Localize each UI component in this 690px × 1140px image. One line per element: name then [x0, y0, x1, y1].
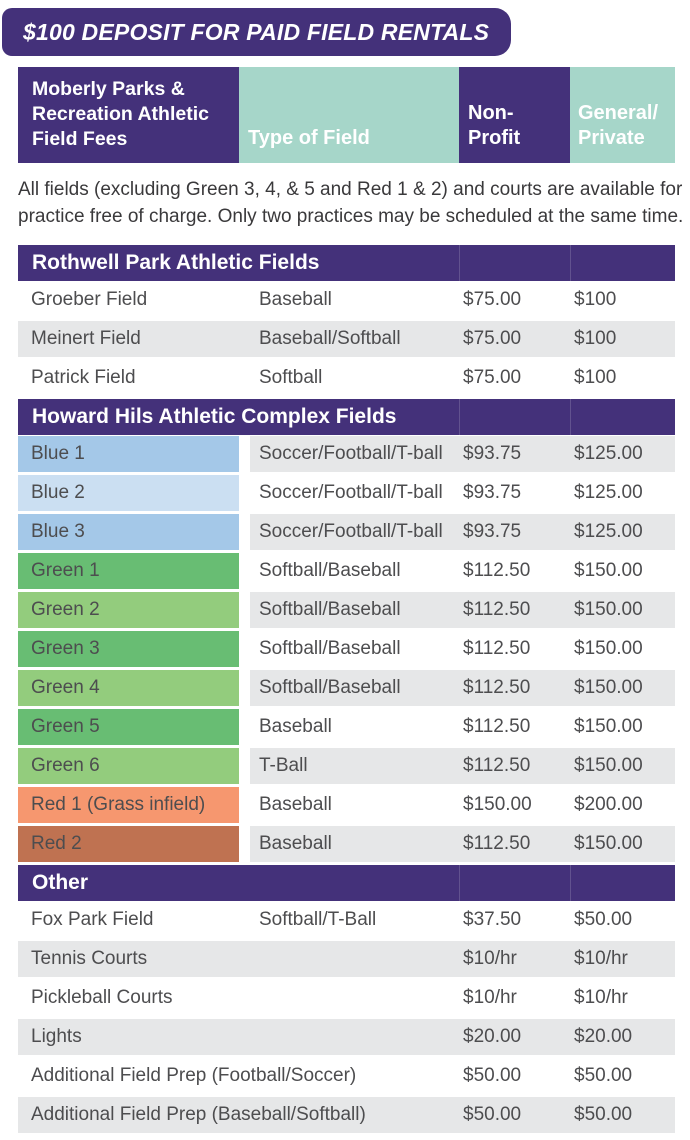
column-header-org: [18, 67, 239, 163]
field-type: Baseball: [250, 826, 459, 865]
general-price: $125.00: [570, 475, 675, 514]
nonprofit-price: $93.75: [459, 475, 570, 514]
cell-gap: [239, 360, 250, 399]
cell-gap: [239, 436, 250, 475]
cell-gap: [239, 787, 250, 826]
field-name: Red 2: [31, 833, 82, 854]
field-name: Green 6: [31, 755, 100, 776]
field-type: Softball/T-Ball: [250, 902, 459, 941]
general-price: $150.00: [570, 631, 675, 670]
field-type: Softball: [250, 360, 459, 399]
column-header-general: [570, 67, 675, 163]
field-type: Softball/Baseball: [250, 670, 459, 709]
nonprofit-price: $75.00: [459, 321, 570, 360]
field-name-cell: [18, 592, 239, 631]
nonprofit-price: $93.75: [459, 514, 570, 553]
nonprofit-price: $112.50: [459, 592, 570, 631]
nonprofit-price: $10/hr: [459, 941, 570, 980]
section-title: Rothwell Park Athletic Fields: [32, 251, 320, 274]
table-row: [18, 787, 675, 826]
field-name: Additional Field Prep (Football/Soccer): [31, 1065, 357, 1086]
field-name: Blue 3: [31, 521, 85, 542]
field-name-cell: [18, 709, 239, 748]
general-price: $50.00: [570, 902, 675, 941]
general-price: $50.00: [570, 1097, 675, 1136]
table-row: [18, 475, 675, 514]
column-divider: [570, 865, 571, 901]
section-title: Other: [32, 871, 89, 894]
field-name-cell: [18, 514, 239, 553]
nonprofit-price: $112.50: [459, 553, 570, 592]
table-row: [18, 1019, 675, 1058]
nonprofit-price: $150.00: [459, 787, 570, 826]
general-price: $150.00: [570, 670, 675, 709]
field-name-cell: [18, 1097, 366, 1136]
nonprofit-price: $10/hr: [459, 980, 570, 1019]
org-line-1: Moberly Parks &: [32, 78, 185, 101]
table-row: [18, 1058, 675, 1097]
field-name: Red 1 (Grass infield): [31, 794, 206, 815]
field-name-cell: [18, 748, 239, 787]
table-sections: [18, 245, 675, 1136]
table-section: [18, 245, 675, 399]
field-name-cell: [18, 826, 239, 865]
nonprofit-line-2: Profit: [468, 127, 521, 150]
practice-note: [18, 176, 684, 230]
general-price: $10/hr: [570, 980, 675, 1019]
nonprofit-price: $75.00: [459, 282, 570, 321]
field-type: [250, 1019, 459, 1058]
general-price: $100: [570, 321, 675, 360]
column-divider: [570, 399, 571, 435]
field-name: Fox Park Field: [31, 909, 154, 930]
field-name: Pickleball Courts: [31, 987, 173, 1008]
deposit-banner: [2, 8, 511, 56]
table-row: [18, 436, 675, 475]
general-line-1: General/: [578, 101, 659, 124]
column-divider: [459, 865, 460, 901]
field-type: Baseball: [250, 709, 459, 748]
field-name: Tennis Courts: [31, 948, 148, 969]
table-row: [18, 631, 675, 670]
cell-gap: [239, 475, 250, 514]
field-name-cell: [18, 941, 239, 980]
section-header: [18, 399, 675, 435]
table-row: [18, 709, 675, 748]
cell-gap: [239, 826, 250, 865]
field-name: Patrick Field: [31, 367, 136, 388]
table-row: [18, 902, 675, 941]
general-price: $150.00: [570, 748, 675, 787]
section-header: [18, 865, 675, 901]
fees-table: [18, 67, 684, 1136]
nonprofit-price: $20.00: [459, 1019, 570, 1058]
table-row: [18, 980, 675, 1019]
field-name-cell: [18, 670, 239, 709]
field-name: Lights: [31, 1026, 82, 1047]
table-row: [18, 282, 675, 321]
field-name: Groeber Field: [31, 289, 148, 310]
field-type: Baseball/Softball: [250, 321, 459, 360]
field-type: Soccer/Football/T-ball: [250, 514, 459, 553]
cell-gap: [239, 670, 250, 709]
general-price: $150.00: [570, 553, 675, 592]
nonprofit-line-1: Non-: [468, 101, 514, 124]
column-divider: [570, 245, 571, 281]
cell-gap: [239, 553, 250, 592]
nonprofit-price: $37.50: [459, 902, 570, 941]
field-name: Green 4: [31, 677, 100, 698]
cell-gap: [239, 514, 250, 553]
field-name: Green 1: [31, 560, 100, 581]
column-divider: [459, 399, 460, 435]
practice-note-line-1: All fields (excluding Green 3, 4, & 5 and Red 1 & 2) and courts are available for: [18, 179, 683, 200]
general-price: $125.00: [570, 436, 675, 475]
table-section: [18, 865, 675, 1136]
section-rows: [18, 282, 675, 399]
general-price: $10/hr: [570, 941, 675, 980]
column-divider: [459, 245, 460, 281]
field-name: Blue 1: [31, 443, 85, 464]
field-name: Green 5: [31, 716, 100, 737]
cell-gap: [239, 709, 250, 748]
general-price: $125.00: [570, 514, 675, 553]
field-type: Soccer/Football/T-ball: [250, 475, 459, 514]
field-name-cell: [18, 631, 239, 670]
cell-gap: [239, 1019, 250, 1058]
table-row: [18, 592, 675, 631]
field-name: Meinert Field: [31, 328, 141, 349]
table-section: [18, 399, 675, 865]
cell-gap: [239, 941, 250, 980]
nonprofit-price: $112.50: [459, 748, 570, 787]
field-type: Baseball: [250, 282, 459, 321]
field-type: T-Ball: [250, 748, 459, 787]
table-row: [18, 360, 675, 399]
nonprofit-price: $75.00: [459, 360, 570, 399]
nonprofit-price: $112.50: [459, 709, 570, 748]
nonprofit-price: $112.50: [459, 670, 570, 709]
table-row: [18, 1097, 675, 1136]
table-row: [18, 514, 675, 553]
table-row: [18, 670, 675, 709]
cell-gap: [239, 980, 250, 1019]
column-header-nonprofit: [459, 67, 570, 163]
table-row: [18, 553, 675, 592]
field-name-cell: [18, 1019, 239, 1058]
cell-gap: [239, 748, 250, 787]
org-line-3: Field Fees: [32, 128, 128, 151]
section-rows: [18, 902, 675, 1136]
field-type: Baseball: [250, 787, 459, 826]
cell-gap: [239, 902, 250, 941]
field-type: Soccer/Football/T-ball: [250, 436, 459, 475]
field-name-cell: [18, 902, 239, 941]
general-price: $20.00: [570, 1019, 675, 1058]
general-price: $100: [570, 360, 675, 399]
general-price: $150.00: [570, 592, 675, 631]
column-header-type: [239, 67, 459, 163]
general-line-2: Private: [578, 127, 645, 150]
field-name-cell: [18, 1058, 357, 1097]
field-name-cell: [18, 321, 239, 360]
general-price: $150.00: [570, 826, 675, 865]
section-rows: [18, 436, 675, 865]
field-name-cell: [18, 787, 239, 826]
section-header: [18, 245, 675, 281]
table-row: [18, 321, 675, 360]
deposit-banner-text: $100 DEPOSIT FOR PAID FIELD RENTALS: [23, 18, 490, 45]
table-header-row: [18, 67, 675, 163]
org-line-2: Recreation Athletic: [32, 103, 209, 126]
field-name: Green 3: [31, 638, 100, 659]
section-title: Howard Hils Athletic Complex Fields: [32, 405, 397, 428]
field-name-cell: [18, 475, 239, 514]
cell-gap: [239, 282, 250, 321]
field-name: Green 2: [31, 599, 100, 620]
general-price: $150.00: [570, 709, 675, 748]
type-label: Type of Field: [248, 127, 370, 150]
practice-note-line-2: practice free of charge. Only two practices may be scheduled at the same time.: [18, 206, 684, 227]
field-name: Blue 2: [31, 482, 85, 503]
field-type: Softball/Baseball: [250, 553, 459, 592]
cell-gap: [239, 321, 250, 360]
field-name-cell: [18, 553, 239, 592]
general-price: $100: [570, 282, 675, 321]
general-price: $50.00: [570, 1058, 675, 1097]
cell-gap: [239, 631, 250, 670]
field-type: Softball/Baseball: [250, 592, 459, 631]
field-name-cell: [18, 980, 239, 1019]
nonprofit-price: $112.50: [459, 826, 570, 865]
field-type: [250, 980, 459, 1019]
nonprofit-price: $50.00: [459, 1058, 570, 1097]
nonprofit-price: $50.00: [459, 1097, 570, 1136]
cell-gap: [239, 592, 250, 631]
table-row: [18, 748, 675, 787]
nonprofit-price: $93.75: [459, 436, 570, 475]
field-type: Softball/Baseball: [250, 631, 459, 670]
general-price: $200.00: [570, 787, 675, 826]
field-name-cell: [18, 282, 239, 321]
nonprofit-price: $112.50: [459, 631, 570, 670]
table-row: [18, 826, 675, 865]
field-name: Additional Field Prep (Baseball/Softball): [31, 1104, 366, 1125]
field-name-cell: [18, 360, 239, 399]
table-row: [18, 941, 675, 980]
field-type: [250, 941, 459, 980]
field-name-cell: [18, 436, 239, 475]
